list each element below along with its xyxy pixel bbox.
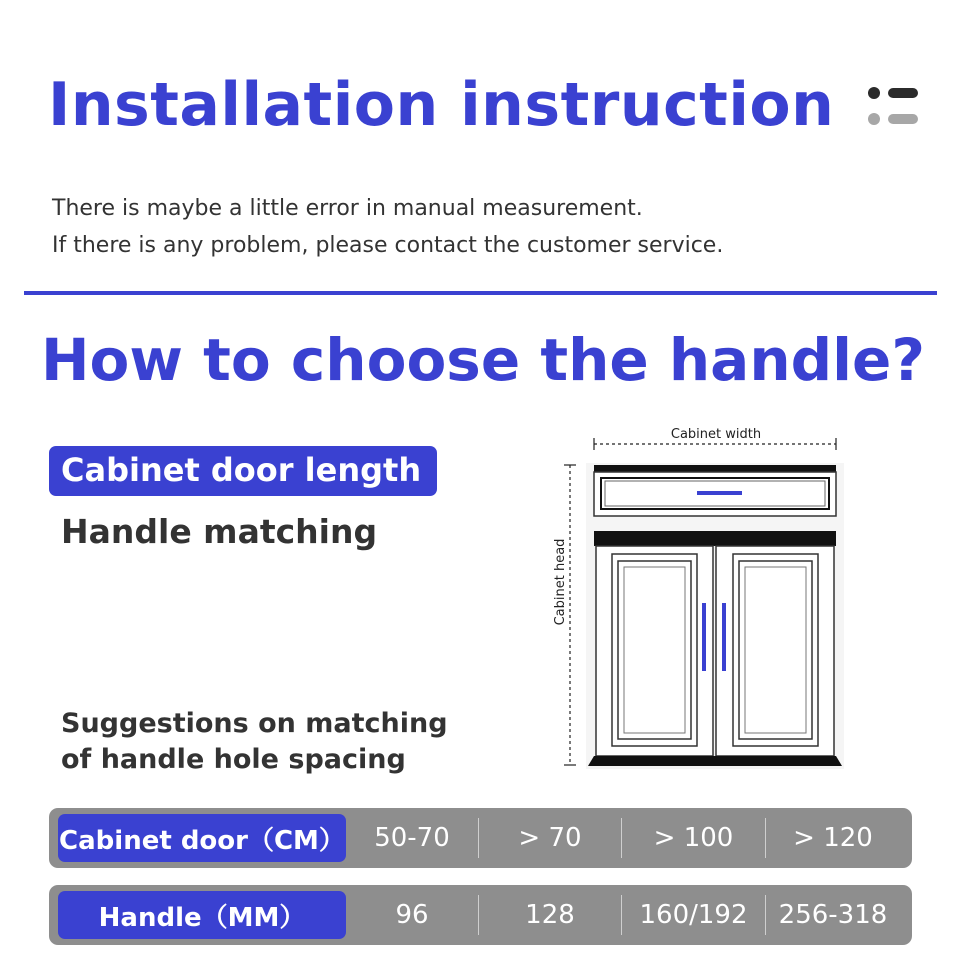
handle-mm-label: Handle（MM） — [58, 891, 346, 939]
cabinet-door-value: > 120 — [793, 823, 873, 853]
right-door-handle — [722, 603, 726, 671]
table-row-cabinet-door — [49, 808, 912, 868]
cabinet-door-cm-label: Cabinet door（CM） — [58, 814, 346, 862]
drawer-handle — [697, 491, 742, 495]
section-divider — [24, 291, 937, 295]
cabinet-head-label: Cabinet head — [553, 538, 568, 626]
cabinet-door-length-badge: Cabinet door length — [49, 446, 437, 496]
list-menu-icon[interactable] — [866, 86, 920, 126]
handle-matching-subtitle: Handle matching — [61, 512, 378, 551]
left-door-handle — [702, 603, 706, 671]
handle-value: 256-318 — [778, 900, 888, 930]
section-title: How to choose the handle? — [41, 326, 925, 394]
suggestion-text — [61, 706, 448, 778]
measurement-note — [52, 190, 723, 264]
handle-value: 128 — [525, 900, 575, 930]
cabinet-width-dimension — [594, 427, 836, 450]
cabinet-door-value: 50-70 — [374, 823, 450, 853]
cabinet-door-value: > 100 — [653, 823, 734, 853]
note-line-2: If there is any problem, please contact the customer service. — [52, 233, 724, 258]
suggestion-line-1: Suggestions on matching — [61, 708, 448, 739]
table-row-handle — [49, 885, 912, 945]
note-line-1: There is maybe a little error in manual measurement. — [52, 196, 643, 221]
cabinet-diagram — [545, 420, 855, 775]
cabinet-width-label: Cabinet width — [670, 427, 762, 442]
cabinet-body — [586, 463, 844, 769]
page-title: Installation instruction — [48, 70, 835, 140]
cabinet-door-value: > 70 — [518, 823, 582, 853]
handle-value: 96 — [395, 900, 429, 930]
suggestion-line-2: of handle hole spacing — [61, 744, 406, 775]
handle-value: 160/192 — [639, 900, 748, 930]
cabinet-height-dimension — [553, 465, 576, 765]
